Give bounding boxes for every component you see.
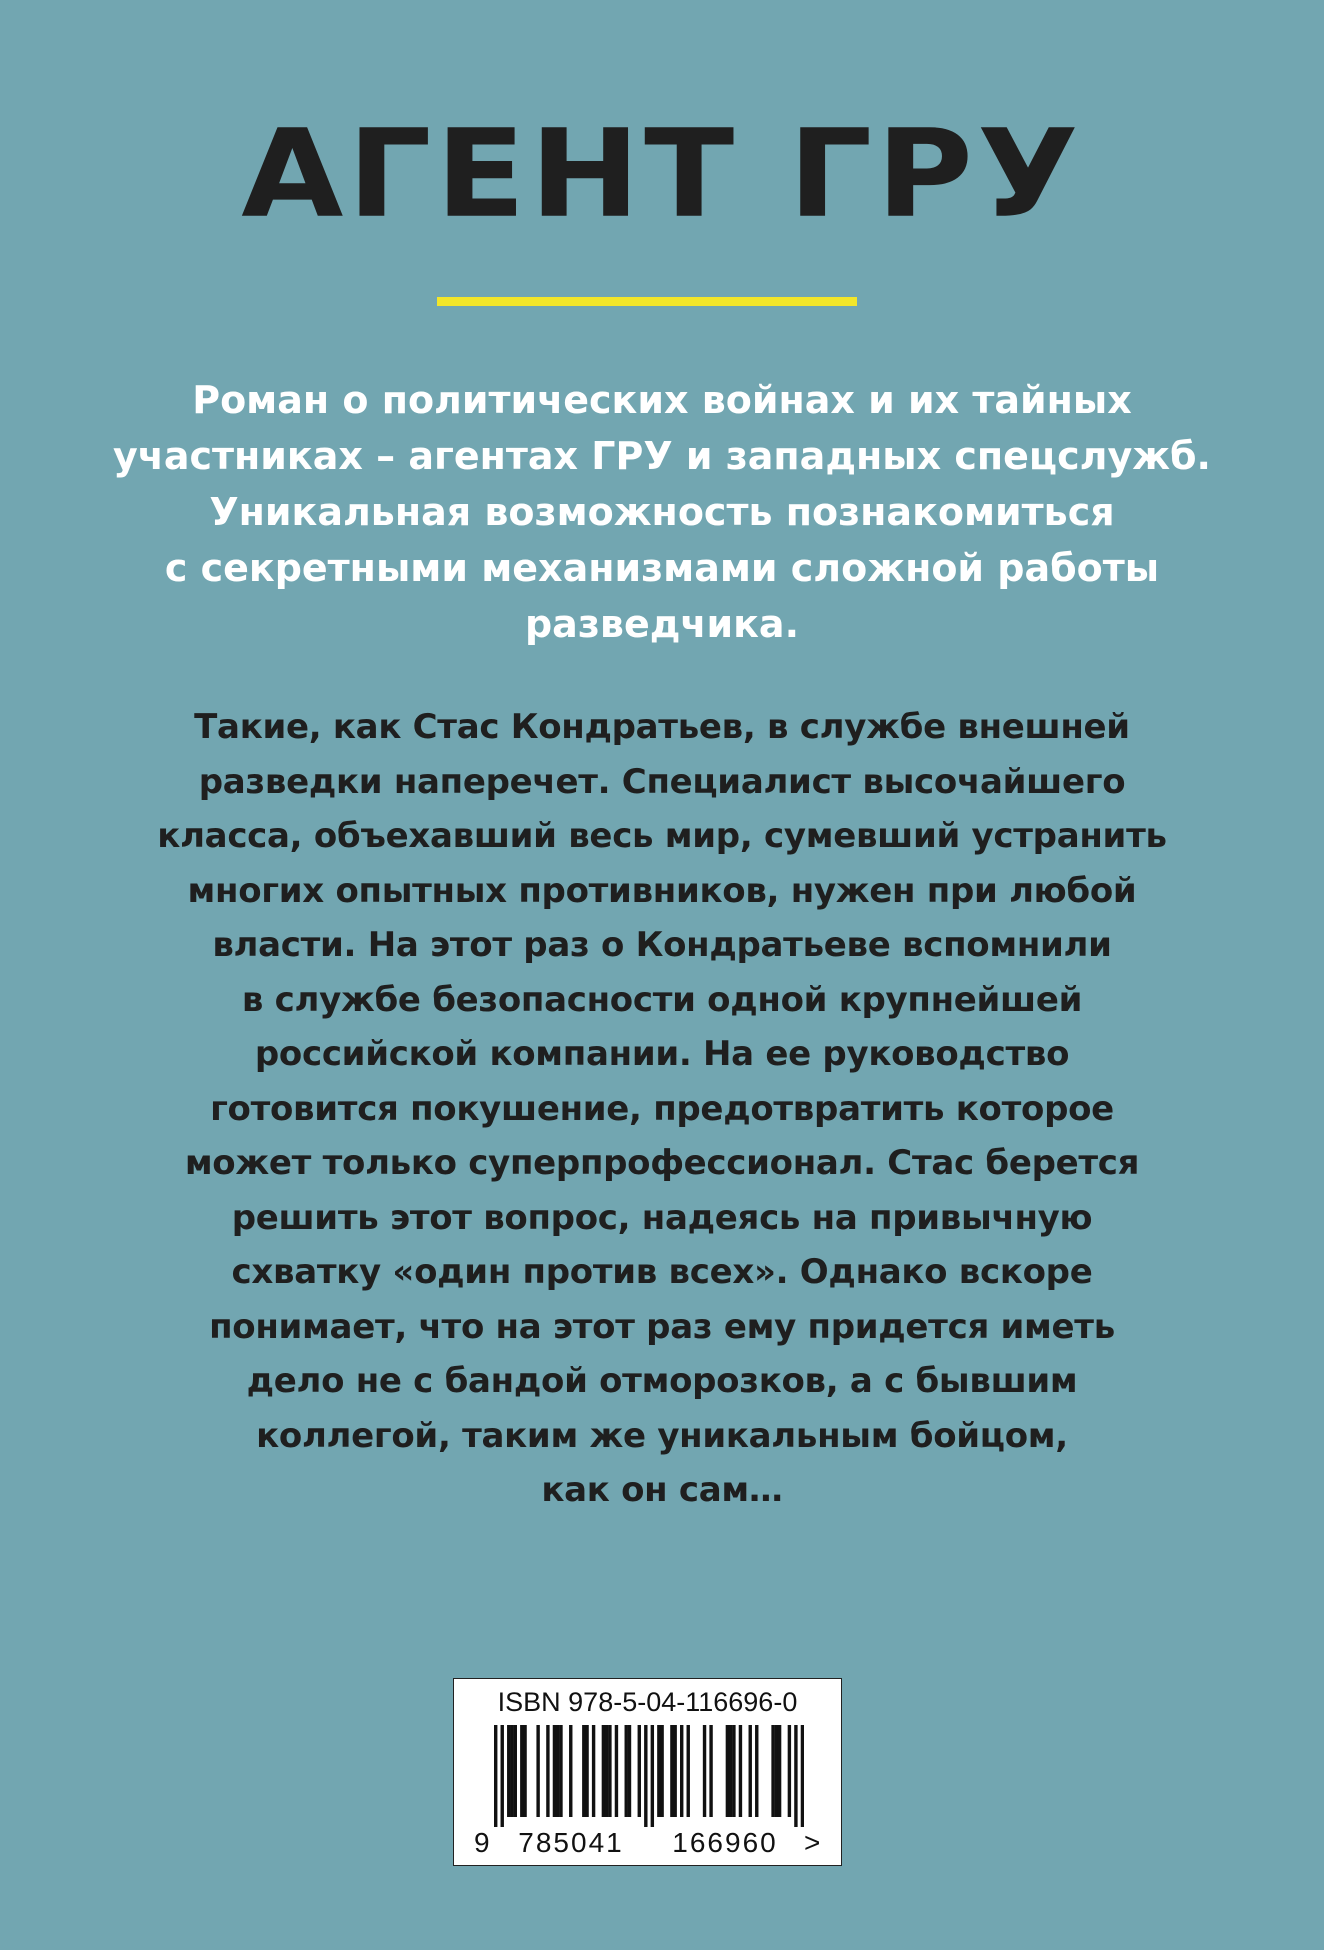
barcode-bar <box>585 1725 588 1817</box>
barcode-bar <box>775 1725 778 1817</box>
barcode-bar <box>660 1725 663 1817</box>
barcode-bar <box>651 1725 654 1827</box>
barcode-bar <box>514 1725 517 1817</box>
accent-bar <box>437 297 857 306</box>
barcode-bar <box>801 1725 804 1827</box>
barcode-bar <box>673 1725 676 1817</box>
annotation-line: решить этот вопрос, надеясь на привычную <box>231 1197 1093 1238</box>
series-title: АГЕНТ ГРУ <box>241 103 1083 246</box>
barcode-bar <box>709 1725 712 1817</box>
barcode-bar <box>670 1725 673 1817</box>
annotation-line: Такие, как Стас Кондратьев, в службе внешней <box>194 707 1130 747</box>
barcode-bar <box>739 1725 742 1817</box>
annotation-line: дело не с бандой отморозков, а с бывшим <box>246 1361 1078 1401</box>
annotation-paragraph <box>100 700 1224 1518</box>
lead-paragraph <box>80 372 1244 652</box>
barcode-right-digits: 166960 <box>672 1827 778 1858</box>
barcode-bar <box>788 1725 791 1817</box>
annotation-line: как он сам… <box>541 1470 783 1510</box>
barcode-bar <box>546 1725 549 1817</box>
barcode-bar <box>657 1725 660 1817</box>
barcode-bar <box>602 1725 605 1817</box>
barcode-bar <box>501 1725 504 1827</box>
barcode-bar <box>755 1725 758 1817</box>
barcode-bar <box>523 1725 526 1817</box>
annotation-line: готовится покушение, предотвратить которое <box>210 1088 1114 1129</box>
barcode-bar <box>569 1725 572 1817</box>
barcode-bar <box>556 1725 559 1817</box>
barcode-bar <box>507 1725 510 1817</box>
annotation-line: власти. На этот раз о Кондратьеве вспомнили <box>212 925 1112 965</box>
barcode-bar <box>726 1725 729 1817</box>
barcode-bar <box>794 1725 797 1827</box>
barcode-bar <box>732 1725 735 1817</box>
annotation-line: российской компании. На ее руководство <box>254 1034 1070 1074</box>
annotation-line: понимает, что на этот раз ему придется иметь <box>209 1306 1115 1347</box>
annotation-line: схватку «один против всех». Однако вскоре <box>231 1252 1093 1292</box>
isbn-label: ISBN 978-5-04-116696-0 <box>497 1687 798 1717</box>
annotation-line: многих опытных противников, нужен при любой <box>187 870 1137 911</box>
lead-line: Роман о политических войнах и их тайных <box>192 378 1132 422</box>
barcode-bar <box>510 1725 513 1817</box>
annotation-line: коллегой, таким же уникальным бойцом, <box>256 1415 1068 1456</box>
barcode-bar <box>582 1725 585 1817</box>
barcode-bar <box>687 1725 690 1817</box>
barcode-end-mark: > <box>804 1827 821 1858</box>
barcode-bar <box>778 1725 781 1817</box>
barcode-bar <box>615 1725 618 1817</box>
lead-line: с секретными механизмами сложной работы <box>164 546 1160 590</box>
annotation-line: может только суперпрофессионал. Стас берется <box>184 1143 1140 1183</box>
barcode-bar <box>644 1725 647 1827</box>
barcode-bar <box>520 1725 523 1817</box>
barcode-bar <box>771 1725 774 1817</box>
lead-line: участниках – агентах ГРУ и западных спецслужб. <box>112 434 1211 478</box>
barcode-bar <box>628 1725 631 1817</box>
isbn-barcode <box>453 1678 842 1866</box>
barcode-bar <box>605 1725 608 1817</box>
annotation-line: разведки наперечет. Специалист высочайшего <box>198 761 1126 802</box>
annotation-line: в службе безопасности одной крупнейшей <box>241 979 1083 1020</box>
barcode-bar <box>703 1725 706 1817</box>
barcode-bar <box>494 1725 497 1827</box>
barcode-bar <box>729 1725 732 1817</box>
barcode-bar <box>608 1725 611 1817</box>
barcode-bar <box>625 1725 628 1817</box>
barcode-bar <box>536 1725 539 1817</box>
barcode-bar <box>680 1725 683 1817</box>
barcode-digits <box>454 1827 841 1859</box>
barcode-bar <box>592 1725 595 1817</box>
barcode-bar <box>638 1725 641 1817</box>
barcode-bars <box>494 1725 804 1827</box>
barcode-bar <box>749 1725 752 1817</box>
lead-line: разведчика. <box>524 602 799 646</box>
lead-line: Уникальная возможность познакомиться <box>209 490 1115 534</box>
barcode-left-digits: 785041 <box>518 1827 624 1858</box>
barcode-bar <box>553 1725 556 1817</box>
annotation-line: класса, объехавший весь мир, сумевший устранить <box>157 816 1167 856</box>
barcode-first-digit: 9 <box>474 1827 490 1858</box>
barcode-bar <box>559 1725 562 1817</box>
